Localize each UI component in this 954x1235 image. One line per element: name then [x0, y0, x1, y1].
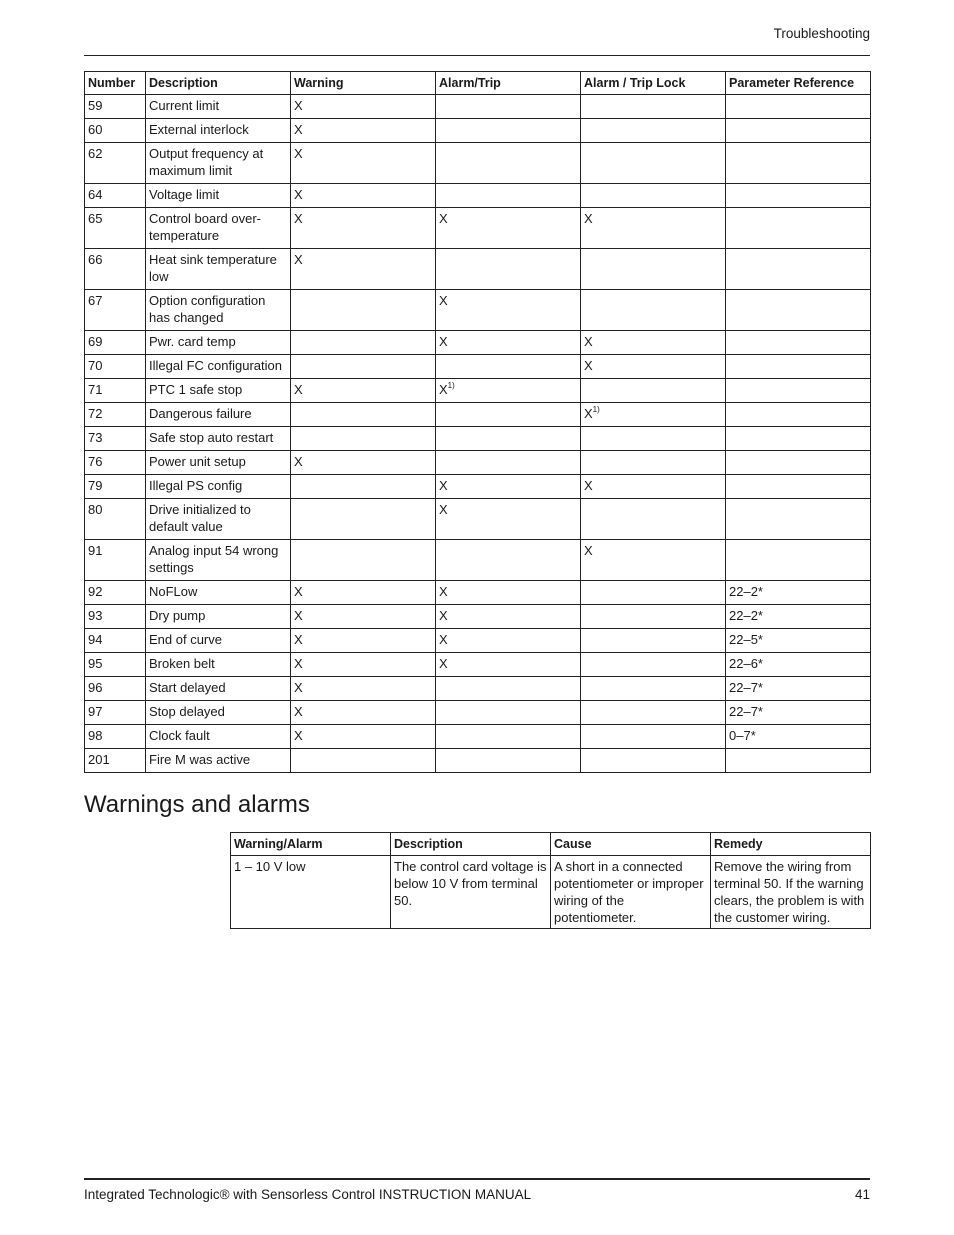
warning-cell: [291, 119, 436, 143]
column-header-parameter-reference: Parameter Reference: [726, 72, 871, 95]
alarm-trip-cell: [436, 451, 581, 475]
warning-cell: [291, 677, 436, 701]
table-row: [85, 184, 871, 208]
description-cell: [146, 290, 291, 331]
warning-cell-text: X: [294, 584, 303, 599]
table-row: [85, 581, 871, 605]
number-cell: [85, 475, 146, 499]
table-row: [85, 451, 871, 475]
number-cell-text: 93: [88, 608, 103, 623]
parameter-reference-cell: [726, 499, 871, 540]
parameter-reference-cell: [726, 725, 871, 749]
alarm-trip-cell-text: X: [439, 211, 448, 226]
alarm-reference-table: [84, 71, 871, 773]
column-header-cause: Cause: [551, 833, 711, 856]
alarm-trip-cell-text: X: [439, 334, 448, 349]
number-cell-text: 91: [88, 543, 103, 558]
alarm-trip-lock-cell: [581, 184, 726, 208]
table-row: [85, 475, 871, 499]
warning-cell-text: X: [294, 382, 303, 397]
alarm-trip-cell: [436, 499, 581, 540]
number-cell: [85, 629, 146, 653]
warning-cell: [291, 331, 436, 355]
number-cell-text: 73: [88, 430, 103, 445]
description-cell-text: External interlock: [149, 122, 249, 137]
parameter-reference-cell: [726, 653, 871, 677]
table-row: [85, 725, 871, 749]
alarm-trip-lock-cell-text: X: [584, 358, 593, 373]
description-cell-text: Control board over-temperature: [149, 211, 261, 243]
alarm-trip-lock-cell-text: X: [584, 478, 593, 493]
description-cell-text: Safe stop auto restart: [149, 430, 274, 445]
table-row: [85, 119, 871, 143]
description-cell-text: Heat sink temperature low: [149, 252, 277, 284]
alarm-trip-lock-cell-text: X: [584, 543, 593, 558]
parameter-reference-cell-text: 22–7*: [729, 680, 763, 695]
description-cell: [146, 427, 291, 451]
description-cell: [146, 677, 291, 701]
description-cell: [146, 749, 291, 773]
description-cell: [146, 475, 291, 499]
parameter-reference-cell: [726, 605, 871, 629]
description-cell: [146, 605, 291, 629]
alarm-trip-cell: [436, 677, 581, 701]
alarm-trip-cell-text: X: [439, 608, 448, 623]
alarm-trip-cell: [436, 355, 581, 379]
table-row: [85, 629, 871, 653]
alarm-trip-cell: [436, 331, 581, 355]
table-row: [85, 379, 871, 403]
table-row: [85, 208, 871, 249]
description-cell-text: Clock fault: [149, 728, 210, 743]
footer-divider: [84, 1178, 870, 1180]
parameter-reference-cell-text: 0–7*: [729, 728, 756, 743]
number-cell: [85, 540, 146, 581]
alarm-trip-cell: [436, 749, 581, 773]
description-cell: [146, 249, 291, 290]
alarm-trip-lock-cell: [581, 208, 726, 249]
description-cell: [146, 701, 291, 725]
warning-cell: [291, 427, 436, 451]
alarm-trip-lock-cell: [581, 403, 726, 427]
table-row: [85, 249, 871, 290]
warnings-alarms-table: [230, 832, 871, 929]
table-header-row: [85, 72, 871, 95]
number-cell: [85, 355, 146, 379]
parameter-reference-cell: [726, 427, 871, 451]
parameter-reference-cell: [726, 701, 871, 725]
table-row: [85, 653, 871, 677]
number-cell: [85, 701, 146, 725]
alarm-trip-lock-cell: [581, 725, 726, 749]
alarm-trip-cell: [436, 427, 581, 451]
number-cell: [85, 290, 146, 331]
description-cell: [146, 379, 291, 403]
warning-cell-text: X: [294, 608, 303, 623]
alarm-trip-lock-cell: [581, 249, 726, 290]
parameter-reference-cell-text: 22–2*: [729, 584, 763, 599]
number-cell-text: 71: [88, 382, 103, 397]
warning-cell: [291, 184, 436, 208]
column-header-number: Number: [85, 72, 146, 95]
alarm-trip-cell: [436, 95, 581, 119]
alarm-trip-cell: [436, 379, 581, 403]
warning-cell: [291, 208, 436, 249]
warning-cell: [291, 143, 436, 184]
parameter-reference-cell: [726, 290, 871, 331]
alarm-trip-cell: [436, 290, 581, 331]
table-row: [85, 403, 871, 427]
warning-cell-text: X: [294, 211, 303, 226]
number-cell-text: 96: [88, 680, 103, 695]
parameter-reference-cell: [726, 249, 871, 290]
alarm-trip-cell: [436, 540, 581, 581]
description-cell-text: Option configuration has changed: [149, 293, 266, 325]
number-cell: [85, 331, 146, 355]
alarm-trip-lock-cell-text: X: [584, 334, 593, 349]
parameter-reference-cell-text: 22–7*: [729, 704, 763, 719]
description-cell-text: Illegal FC configuration: [149, 358, 282, 373]
remedy-cell: Remove the wiring from terminal 50. If the warning clears, the problem is with the customer wiring.: [711, 856, 871, 929]
number-cell: [85, 184, 146, 208]
description-cell-text: Voltage limit: [149, 187, 220, 202]
description-cell: The control card voltage is below 10 V from terminal 50.: [391, 856, 551, 929]
description-cell: [146, 629, 291, 653]
number-cell: [85, 208, 146, 249]
number-cell-text: 59: [88, 98, 103, 113]
number-cell: [85, 119, 146, 143]
alarm-trip-cell: [436, 184, 581, 208]
column-header-description: Description: [391, 833, 551, 856]
alarm-trip-lock-cell: [581, 629, 726, 653]
alarm-trip-cell: [436, 605, 581, 629]
parameter-reference-cell: [726, 143, 871, 184]
description-cell-text: NoFLow: [149, 584, 198, 599]
warning-cell: [291, 475, 436, 499]
alarm-trip-cell-text: X: [439, 382, 448, 397]
table-row: [85, 427, 871, 451]
number-cell: [85, 677, 146, 701]
parameter-reference-cell: [726, 749, 871, 773]
manual-title: Integrated Technologic® with Sensorless Control INSTRUCTION MANUAL: [84, 1187, 532, 1202]
parameter-reference-cell: [726, 540, 871, 581]
table-row: [85, 499, 871, 540]
warning-cell: [291, 581, 436, 605]
description-cell-text: Dry pump: [149, 608, 206, 623]
warning-cell-text: X: [294, 704, 303, 719]
number-cell-text: 98: [88, 728, 103, 743]
parameter-reference-cell-text: 22–5*: [729, 632, 763, 647]
parameter-reference-cell: [726, 184, 871, 208]
number-cell-text: 67: [88, 293, 103, 308]
parameter-reference-cell: [726, 355, 871, 379]
parameter-reference-cell: [726, 379, 871, 403]
footnote-marker: 1): [592, 405, 600, 414]
column-header-warning-alarm: Warning/Alarm: [231, 833, 391, 856]
parameter-reference-cell: [726, 581, 871, 605]
number-cell-text: 80: [88, 502, 103, 517]
parameter-reference-cell: [726, 331, 871, 355]
warning-cell-text: X: [294, 252, 303, 267]
description-cell-text: Current limit: [149, 98, 220, 113]
alarm-trip-lock-cell: [581, 677, 726, 701]
description-cell-text: Dangerous failure: [149, 406, 252, 421]
number-cell-text: 76: [88, 454, 103, 469]
alarm-trip-lock-cell: [581, 499, 726, 540]
warning-cell-text: X: [294, 122, 303, 137]
alarm-trip-cell-text: X: [439, 656, 448, 671]
number-cell-text: 66: [88, 252, 103, 267]
section-title: Warnings and alarms: [84, 791, 310, 818]
number-cell-text: 65: [88, 211, 103, 226]
alarm-trip-cell-text: X: [439, 632, 448, 647]
description-cell-text: Power unit setup: [149, 454, 246, 469]
warning-cell: [291, 249, 436, 290]
warning-cell-text: X: [294, 146, 303, 161]
alarm-trip-lock-cell: [581, 427, 726, 451]
alarm-trip-cell: [436, 581, 581, 605]
running-header: Troubleshooting: [773, 26, 870, 41]
description-cell: [146, 403, 291, 427]
number-cell-text: 92: [88, 584, 103, 599]
parameter-reference-cell-text: 22–6*: [729, 656, 763, 671]
warning-cell: [291, 725, 436, 749]
column-header-warning: Warning: [291, 72, 436, 95]
alarm-trip-lock-cell: [581, 95, 726, 119]
description-cell: [146, 143, 291, 184]
description-cell: [146, 451, 291, 475]
number-cell-text: 97: [88, 704, 103, 719]
number-cell: [85, 749, 146, 773]
number-cell: [85, 581, 146, 605]
parameter-reference-cell: [726, 629, 871, 653]
alarm-trip-lock-cell: [581, 605, 726, 629]
number-cell-text: 95: [88, 656, 103, 671]
parameter-reference-cell: [726, 119, 871, 143]
table-row: [85, 290, 871, 331]
column-header-description: Description: [146, 72, 291, 95]
description-cell-text: PTC 1 safe stop: [149, 382, 243, 397]
warning-cell-text: X: [294, 656, 303, 671]
description-cell-text: Output frequency at maximum limit: [149, 146, 264, 178]
alarm-trip-lock-cell: [581, 451, 726, 475]
alarm-trip-lock-cell: [581, 749, 726, 773]
description-cell-text: Illegal PS config: [149, 478, 243, 493]
number-cell-text: 70: [88, 358, 103, 373]
alarm-trip-cell: [436, 143, 581, 184]
number-cell: [85, 499, 146, 540]
cause-cell: A short in a connected potentiometer or improper wiring of the potentiometer.: [551, 856, 711, 929]
alarm-trip-lock-cell: [581, 379, 726, 403]
table-row: [85, 355, 871, 379]
description-cell: [146, 119, 291, 143]
description-cell-text: Broken belt: [149, 656, 215, 671]
table-row: [85, 749, 871, 773]
description-cell-text: Drive initialized to default value: [149, 502, 251, 534]
alarm-trip-cell: [436, 629, 581, 653]
warning-cell-text: X: [294, 680, 303, 695]
parameter-reference-cell: [726, 677, 871, 701]
alarm-trip-lock-cell: [581, 143, 726, 184]
parameter-reference-cell: [726, 475, 871, 499]
description-cell: [146, 208, 291, 249]
alarm-trip-lock-cell-text: X: [584, 406, 593, 421]
table-row: [85, 605, 871, 629]
number-cell: [85, 451, 146, 475]
warning-cell: [291, 653, 436, 677]
parameter-reference-cell-text: 22–2*: [729, 608, 763, 623]
alarm-trip-lock-cell: [581, 581, 726, 605]
header-divider: [84, 55, 870, 56]
alarm-trip-cell: [436, 701, 581, 725]
table-row: [85, 677, 871, 701]
number-cell: [85, 379, 146, 403]
description-cell: [146, 581, 291, 605]
table-row: [231, 856, 871, 929]
number-cell: [85, 249, 146, 290]
alarm-trip-lock-cell-text: X: [584, 211, 593, 226]
table-row: [85, 701, 871, 725]
description-cell: [146, 331, 291, 355]
alarm-trip-cell-text: X: [439, 293, 448, 308]
table-row: [85, 95, 871, 119]
description-cell-text: Stop delayed: [149, 704, 225, 719]
warning-cell-text: X: [294, 454, 303, 469]
number-cell-text: 94: [88, 632, 103, 647]
alarm-trip-cell-text: X: [439, 584, 448, 599]
warning-cell: [291, 355, 436, 379]
alarm-trip-cell: [436, 249, 581, 290]
warning-cell: [291, 701, 436, 725]
alarm-trip-lock-cell: [581, 653, 726, 677]
column-header-alarm-trip-lock: Alarm / Trip Lock: [581, 72, 726, 95]
alarm-trip-cell: [436, 119, 581, 143]
warning-cell-text: X: [294, 98, 303, 113]
parameter-reference-cell: [726, 208, 871, 249]
description-cell: [146, 653, 291, 677]
description-cell: [146, 184, 291, 208]
table-row: [85, 143, 871, 184]
footnote-marker: 1): [447, 381, 455, 390]
warning-cell: [291, 499, 436, 540]
warning-cell: [291, 379, 436, 403]
warning-cell: [291, 749, 436, 773]
alarm-trip-lock-cell: [581, 290, 726, 331]
warning-cell: [291, 540, 436, 581]
number-cell-text: 79: [88, 478, 103, 493]
alarm-trip-cell: [436, 653, 581, 677]
number-cell: [85, 143, 146, 184]
description-cell-text: Start delayed: [149, 680, 226, 695]
alarm-trip-cell: [436, 403, 581, 427]
warning-cell: [291, 605, 436, 629]
alarm-trip-cell-text: X: [439, 478, 448, 493]
alarm-trip-lock-cell: [581, 701, 726, 725]
column-header-alarm-trip: Alarm/Trip: [436, 72, 581, 95]
number-cell: [85, 403, 146, 427]
warning-cell: [291, 451, 436, 475]
table-row: [85, 540, 871, 581]
warning-cell: [291, 403, 436, 427]
warning-cell-text: X: [294, 632, 303, 647]
alarm-trip-cell-text: X: [439, 502, 448, 517]
table-row: [85, 331, 871, 355]
alarm-trip-lock-cell: [581, 355, 726, 379]
number-cell-text: 72: [88, 406, 103, 421]
description-cell: [146, 725, 291, 749]
alarm-trip-lock-cell: [581, 475, 726, 499]
description-cell-text: Fire M was active: [149, 752, 251, 767]
description-cell-text: Pwr. card temp: [149, 334, 236, 349]
description-cell-text: End of curve: [149, 632, 222, 647]
alarm-trip-lock-cell: [581, 331, 726, 355]
warning-cell-text: X: [294, 728, 303, 743]
alarm-trip-cell: [436, 475, 581, 499]
number-cell-text: 201: [88, 752, 110, 767]
warning-alarm-cell: 1 – 10 V low: [231, 856, 391, 929]
number-cell-text: 60: [88, 122, 103, 137]
parameter-reference-cell: [726, 95, 871, 119]
number-cell: [85, 427, 146, 451]
alarm-trip-cell: [436, 208, 581, 249]
description-cell: [146, 540, 291, 581]
description-cell: [146, 95, 291, 119]
table-header-row: [231, 833, 871, 856]
description-cell: [146, 499, 291, 540]
number-cell: [85, 653, 146, 677]
warning-cell-text: X: [294, 187, 303, 202]
number-cell: [85, 605, 146, 629]
page-number: 41: [854, 1187, 870, 1202]
number-cell-text: 69: [88, 334, 103, 349]
warning-cell: [291, 95, 436, 119]
number-cell-text: 62: [88, 146, 103, 161]
alarm-trip-lock-cell: [581, 540, 726, 581]
warning-cell: [291, 629, 436, 653]
description-cell: [146, 355, 291, 379]
parameter-reference-cell: [726, 451, 871, 475]
parameter-reference-cell: [726, 403, 871, 427]
number-cell-text: 64: [88, 187, 103, 202]
number-cell: [85, 725, 146, 749]
warning-cell: [291, 290, 436, 331]
alarm-trip-lock-cell: [581, 119, 726, 143]
alarm-trip-cell: [436, 725, 581, 749]
number-cell: [85, 95, 146, 119]
column-header-remedy: Remedy: [711, 833, 871, 856]
description-cell-text: Analog input 54 wrong settings: [149, 543, 279, 575]
